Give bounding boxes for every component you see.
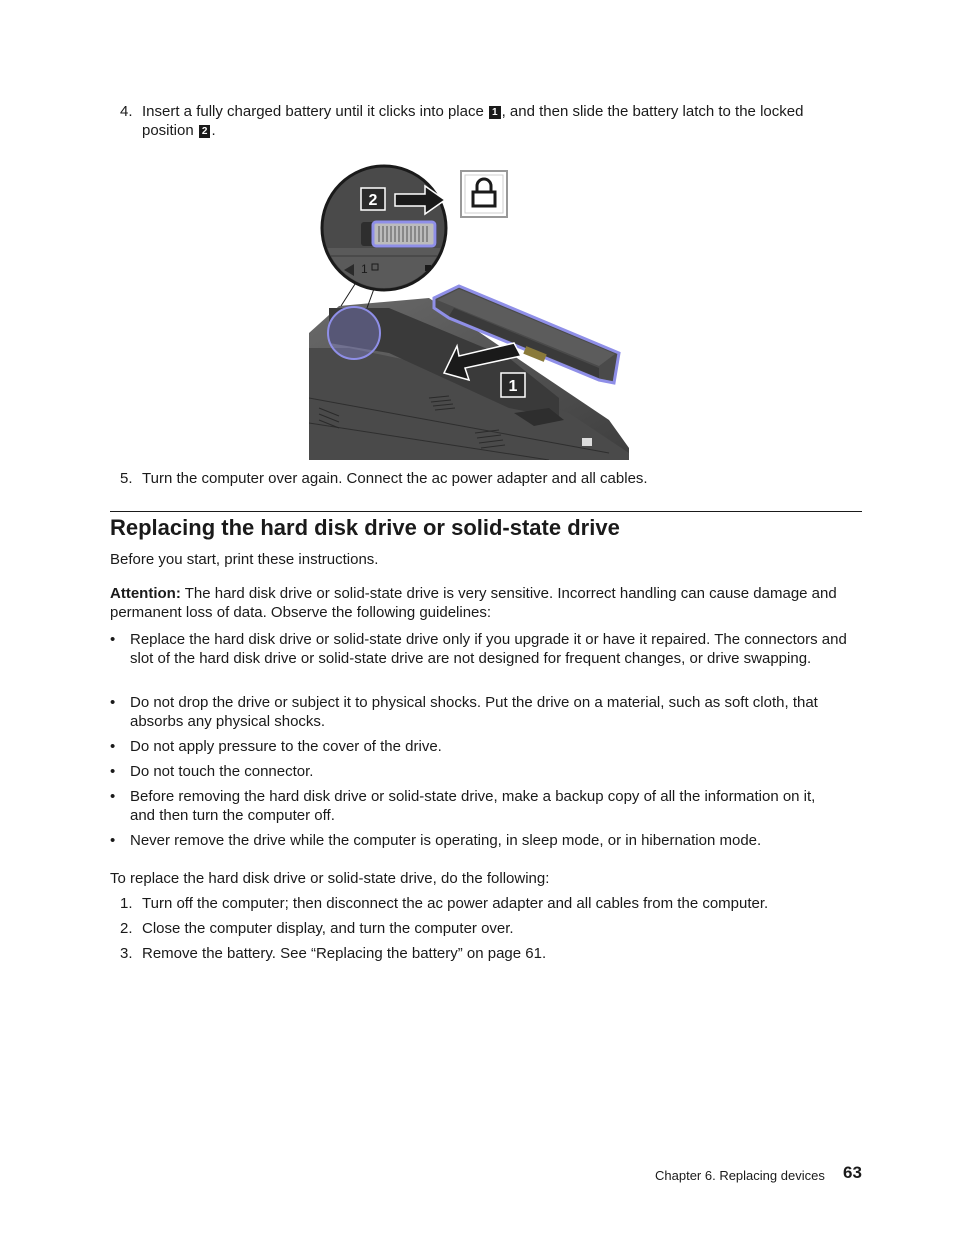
procedure-step-2 (120, 919, 860, 939)
step-text: Turn the computer over again. Connect the ac power adapter and all cables. (142, 470, 648, 487)
lock-small-icon (425, 265, 431, 271)
bullet-glyph: • (110, 763, 116, 780)
bullet-glyph: • (110, 832, 116, 849)
step-text: Close the computer display, and turn the computer over. (142, 920, 514, 937)
page-number: 63 (843, 1163, 862, 1182)
latch-highlight (328, 307, 380, 359)
step-number: 4. (120, 103, 133, 120)
figure-callout-1: 1 (508, 378, 518, 395)
latch-label-number: 1 (361, 262, 368, 276)
step-number: 3. (120, 945, 133, 962)
footer-chapter: Chapter 6. Replacing devices (655, 1168, 825, 1183)
section-title: Replacing the hard disk drive or solid-state drive (110, 515, 620, 540)
section-divider (110, 511, 862, 512)
bullet-glyph: • (110, 788, 116, 805)
procedure-step-1 (120, 894, 860, 914)
figure-callout-2: 2 (368, 192, 378, 209)
bullet-glyph: • (110, 631, 116, 648)
step-text: Remove the battery. See “Replacing the battery” on page 61. (142, 945, 547, 962)
step-5 (120, 469, 860, 489)
lock-icon (461, 171, 507, 217)
procedure-step-3 (120, 944, 860, 964)
latch-zoom (319, 166, 449, 308)
bullet-glyph: • (110, 694, 116, 711)
step-number: 1. (120, 895, 133, 912)
attention-paragraph (110, 584, 860, 622)
attention-text: The hard disk drive or solid-state drive is very sensitive. Incorrect handling can cause damage and permanent loss of data. Observe the following guidelines: (110, 585, 837, 621)
step-text: Insert a fully charged battery until it clicks into place 1 , and then slide the battery latch to the locked position 2 . (142, 103, 804, 139)
intro-paragraph: Before you start, print these instructions. (110, 551, 379, 568)
bullet-glyph: • (110, 738, 116, 755)
step-number: 5. (120, 470, 133, 487)
attention-label: Attention: (110, 585, 181, 602)
callout-1: 1 (489, 106, 501, 119)
battery-install-illustration (309, 158, 629, 460)
callout-2: 2 (199, 125, 211, 138)
step-4 (120, 102, 860, 142)
step-text: Turn off the computer; then disconnect the ac power adapter and all cables from the computer. (142, 895, 769, 912)
procedure-intro: To replace the hard disk drive or solid-state drive, do the following: (110, 870, 550, 887)
step-number: 2. (120, 920, 133, 937)
